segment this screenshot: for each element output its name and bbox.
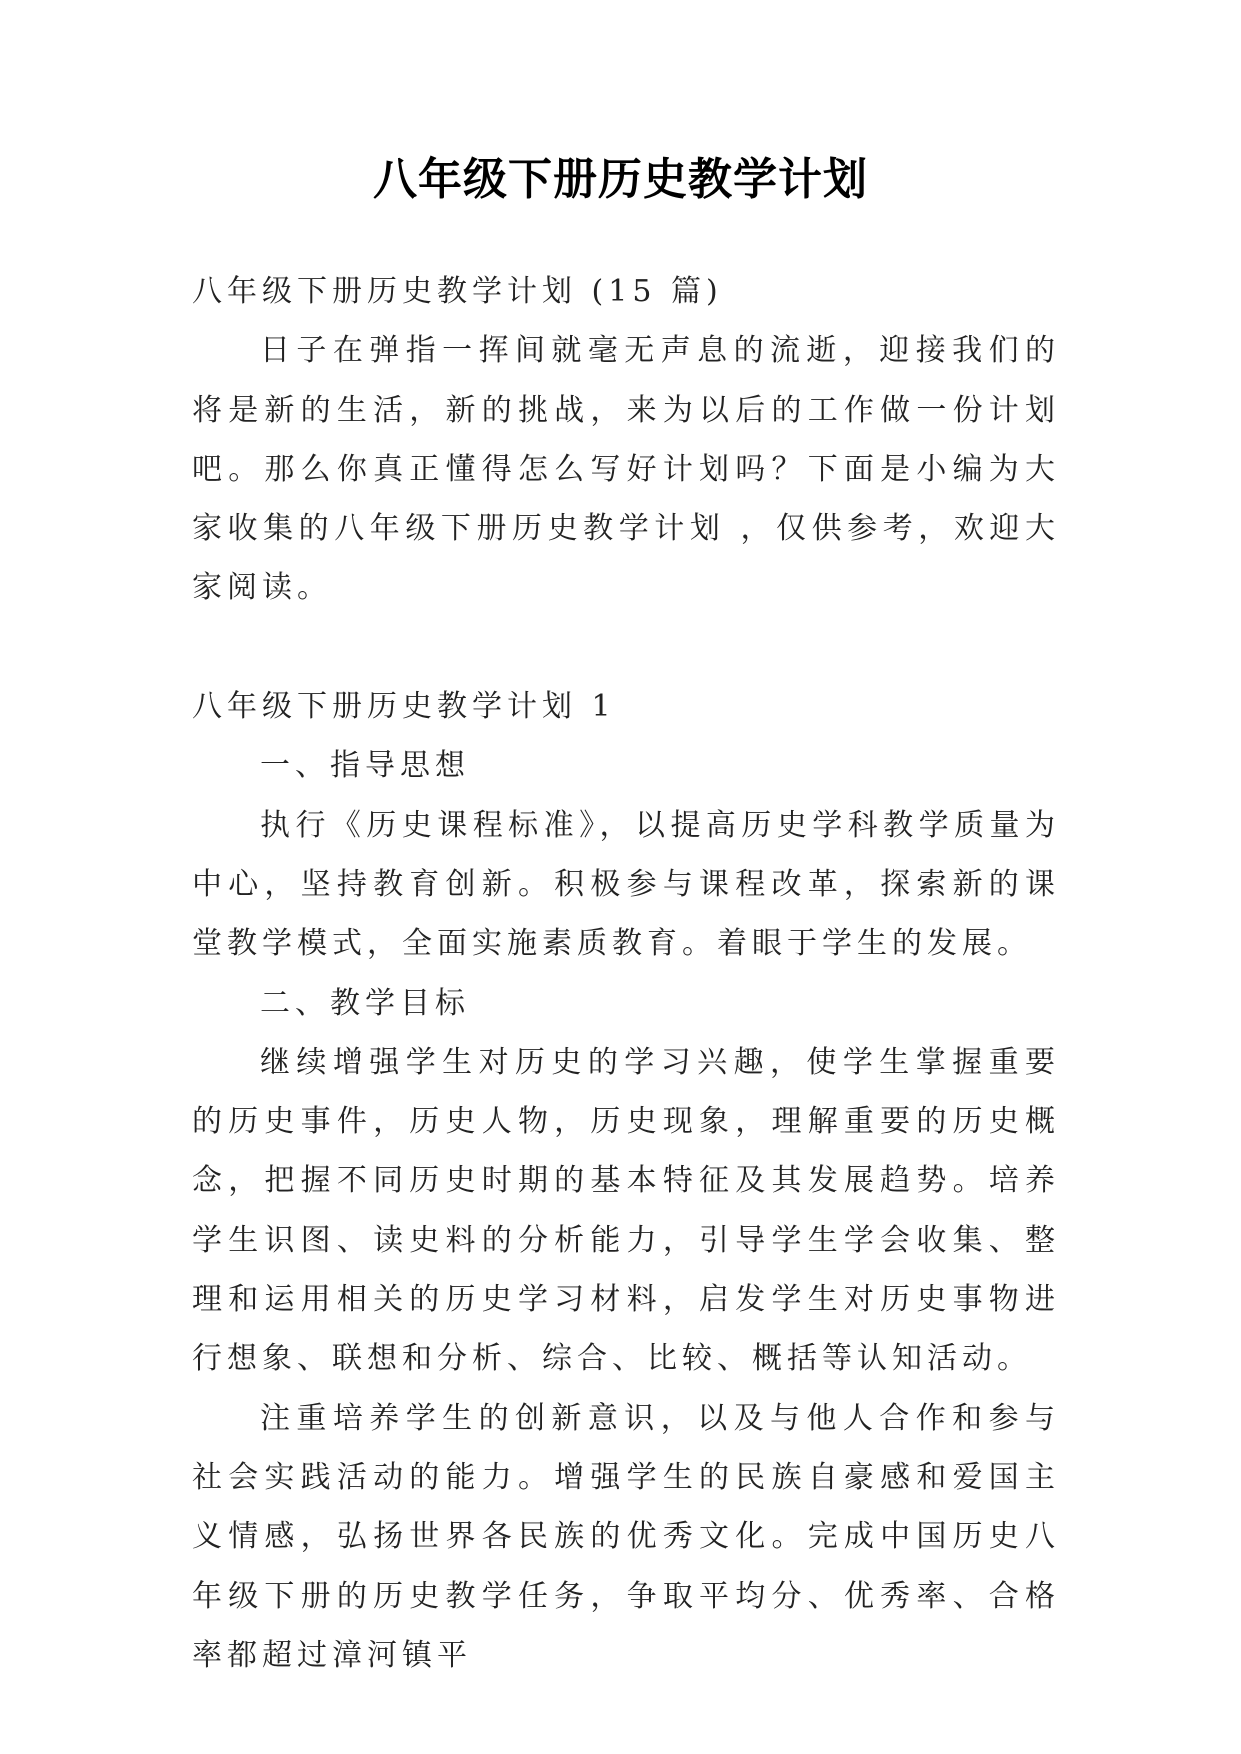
section-heading: 八年级下册历史教学计划 1 [192, 689, 616, 725]
paragraph-innovation: 注重培养学生的创新意识，以及与他人合作和参与社会实践活动的能力。增强学生的民族自豪感和爱国主义情感，弘扬世界各民族的优秀文化。完成中国历史八年级下册的历史教学任务，争取平均分、优秀率、合格率都超过漳河镇平 [192, 1400, 1060, 1673]
paragraph-teaching-goals: 继续增强学生对历史的学习兴趣，使学生掌握重要的历史事件，历史人物，历史现象，理解重要的历史概念，把握不同历史时期的基本特征及其发展趋势。培养学生识图、读史料的分析能力，引导学生学会收集、整理和运用相关的历史学习材料，启发学生对历史事物进行想象、联想和分析、综合、比较、概括等认知活动。 [192, 1044, 1060, 1377]
paragraph-guiding-ideology: 执行《历史课程标准》，以提高历史学科教学质量为中心，坚持教育创新。积极参与课程改革，探索新的课堂教学模式，全面实施素质教育。着眼于学生的发展。 [192, 807, 1060, 962]
subheading-guiding-ideology: 一、指导思想 [260, 748, 470, 784]
document-body [192, 262, 1060, 1685]
document-title: 八年级下册历史教学计划 [373, 154, 868, 205]
intro-paragraph: 日子在弹指一挥间就毫无声息的流逝，迎接我们的将是新的生活，新的挑战，来为以后的工作做一份计划吧。那么你真正懂得怎么写好计划吗？下面是小编为大家收集的八年级下册历史教学计划 ，仅供参考，欢迎大家阅读。 [192, 333, 1060, 606]
subtitle-line: 八年级下册历史教学计划 (15 篇) [192, 274, 723, 309]
subheading-teaching-goals: 二、教学目标 [260, 985, 470, 1021]
paragraph-spacer [192, 618, 1060, 677]
